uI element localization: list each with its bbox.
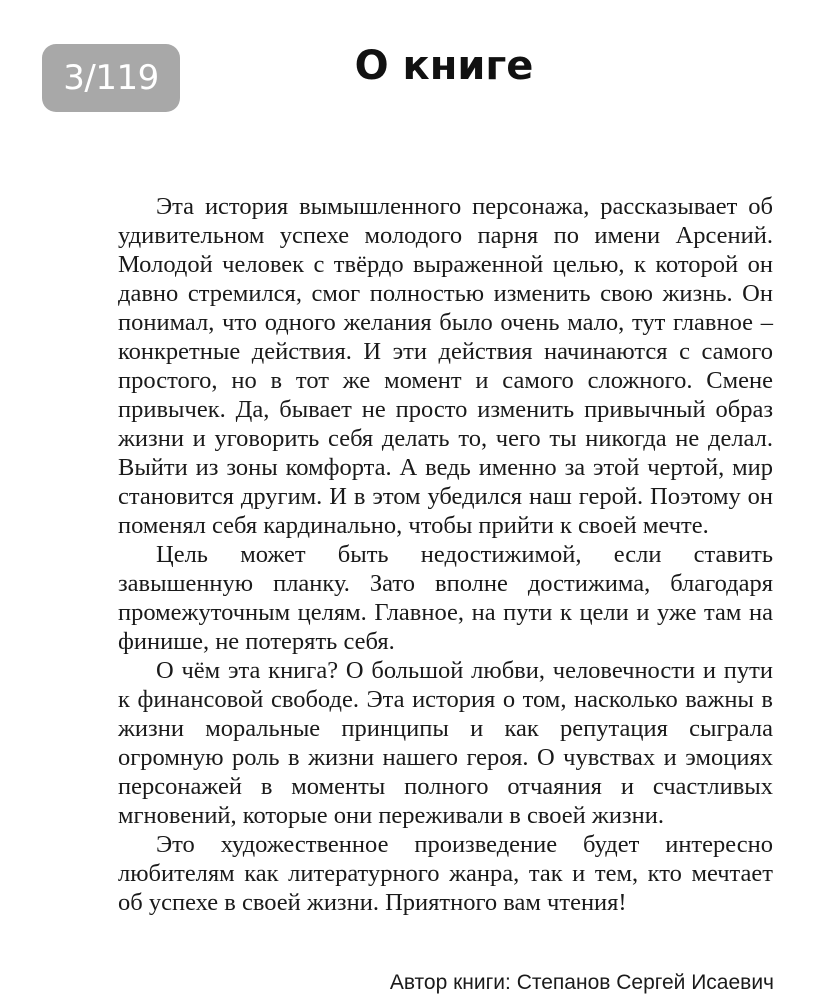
paragraph-1: Эта история вымышленного персонажа, рассказывает об удивительном успехе молодого парня по имени Арсений. Молодой человек с твёрдо выраженной целью, к которой он давно стремился, смог полностью изменить свою жизнь. Он понимал, что одного желания было очень мало, тут главное – конкретные действия. И эти действия начинаются с самого простого, но в тот же момент и самого сложного. Смене привычек. Да, бывает не просто изменить привычный образ жизни и уговорить себя делать то, чего ты никогда не делал. Выйти из зоны комфорта. А ведь именно за этой чертой, мир становится другим. И в этом убедился наш герой. Поэтому он поменял себя кардинально, чтобы прийти к своей мечте. [118,193,773,539]
book-description [118,192,773,917]
paragraph-3: О чём эта книга? О большой любви, человечности и пути к финансовой свободе. Эта история о том, насколько важны в жизни моральные принципы и как репутация сыграла огромную роль в жизни нашего героя. О чувствах и эмоциях персонажей в моменты полного отчаяния и счастливых мгновений, которые они переживали в своей жизни. [118,657,773,829]
page-counter-badge[interactable]: 3/119 [42,44,180,112]
paragraph-4: Это художественное произведение будет интересно любителям как литературного жанра, так и тем, кто мечтает об успехе в своей жизни. Приятного вам чтения! [118,831,773,916]
page-title: О книге [354,43,534,89]
author-signature: Автор книги: Степанов Сергей Исаевич [389,971,774,994]
paragraph-2: Цель может быть недостижимой, если ставить завышенную планку. Зато вполне достижима, благодаря промежуточным целям. Главное, на пути к цели и уже там на финише, не потерять себя. [118,541,773,655]
